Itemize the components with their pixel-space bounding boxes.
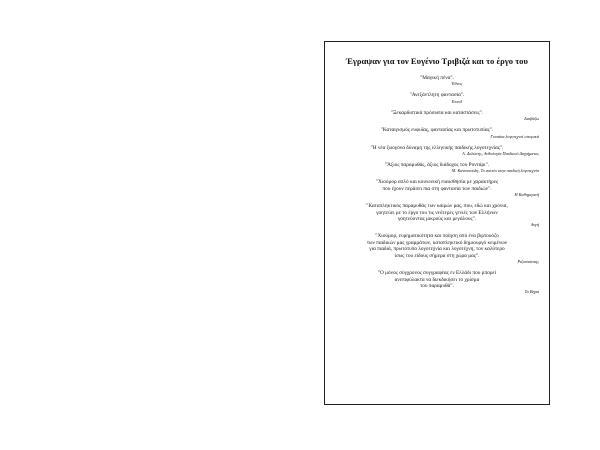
review-source: Το Βήμα xyxy=(524,289,539,295)
review-quote: "Χιούμορ, ευρηματικότητα και ποίηση από ένα βιρτουόζο των παιδικών μας γραμμάτων, καταπληκτικό δημιουργό κειμένων για παιδιά, πρωτότυπο λογοτεχνία και λογοτέχνη, τον καλύτερο ίσως του είδους σήμερα στη χώρα μας". xyxy=(366,233,508,259)
review-quote: "Ανεξάντλητη φαντασία". xyxy=(409,92,465,99)
review-item xyxy=(335,92,539,104)
review-quote: "Η νέα ζωογόνα δύναμη της ελληνικής παιδικής λογοτεχνίας". xyxy=(370,144,504,151)
review-quote: "Ξεκαρδιστικά πρόσωπα και καταστάσεις". xyxy=(390,109,484,116)
review-source: Έθνος xyxy=(451,81,463,87)
review-quote: "Μαγική πένα". xyxy=(420,75,454,81)
review-quote: "Ο μόνος σύγχρονος συγγραφέας εν Ελλάδι που μπορεί ανεπιφύλακτα να διεκδικήσει το χρίσμα του παραμυθά". xyxy=(377,270,497,289)
review-item xyxy=(335,162,539,174)
review-source: Επενδ xyxy=(451,98,463,104)
review-source: Η Καθημερινή xyxy=(514,192,539,198)
review-quote: "Άξιος παραμυθάς, άξιος διάδοχος του Ροντάρι". xyxy=(384,162,490,169)
reviews-list xyxy=(335,75,539,300)
review-item xyxy=(335,270,539,295)
review-source: Αυγή xyxy=(530,222,539,228)
review-quote: "Καταπληκτικός παραμυθάς των καιρών μας, που, εδώ και χρόνια, γοητεύει με το έργο του τις νεότερες γενιές των Ελλήνων γοητεύοντας μικρούς και μεγάλους". xyxy=(366,203,508,223)
review-source: Α. Δελώνης, Ανθολογία Παιδικού Διηγήματος xyxy=(462,151,539,157)
page-title: Έγραψαν για τον Ευγένιο Τριβιζά και το έργο του xyxy=(346,56,528,66)
review-quote: "Καταιγισμός ευφυΐας, φαντασίας και πρωτοτυπίας". xyxy=(380,127,494,134)
review-source: Ριζοσπάστης xyxy=(517,259,539,265)
review-item xyxy=(335,127,539,139)
book-page xyxy=(324,41,550,405)
review-source: Μ. Κανατσούλη, Το αστείο στην παιδική λογοτεχνία xyxy=(451,168,539,174)
review-item xyxy=(335,179,539,198)
review-item xyxy=(335,203,539,228)
review-quote: "Χιούμορ απλό και κοινωνική ευαισθησία με χαρακτήρες που έχουν περάσει πια στη φαντασία των παιδιών". xyxy=(375,179,499,192)
review-item xyxy=(335,233,539,265)
review-item xyxy=(335,145,539,157)
review-source: Διαβάζω xyxy=(524,116,539,122)
review-source: Γυναίκα λογοτεχνεί ιστορικά xyxy=(490,133,539,139)
review-item xyxy=(335,110,539,122)
review-item xyxy=(335,75,539,87)
